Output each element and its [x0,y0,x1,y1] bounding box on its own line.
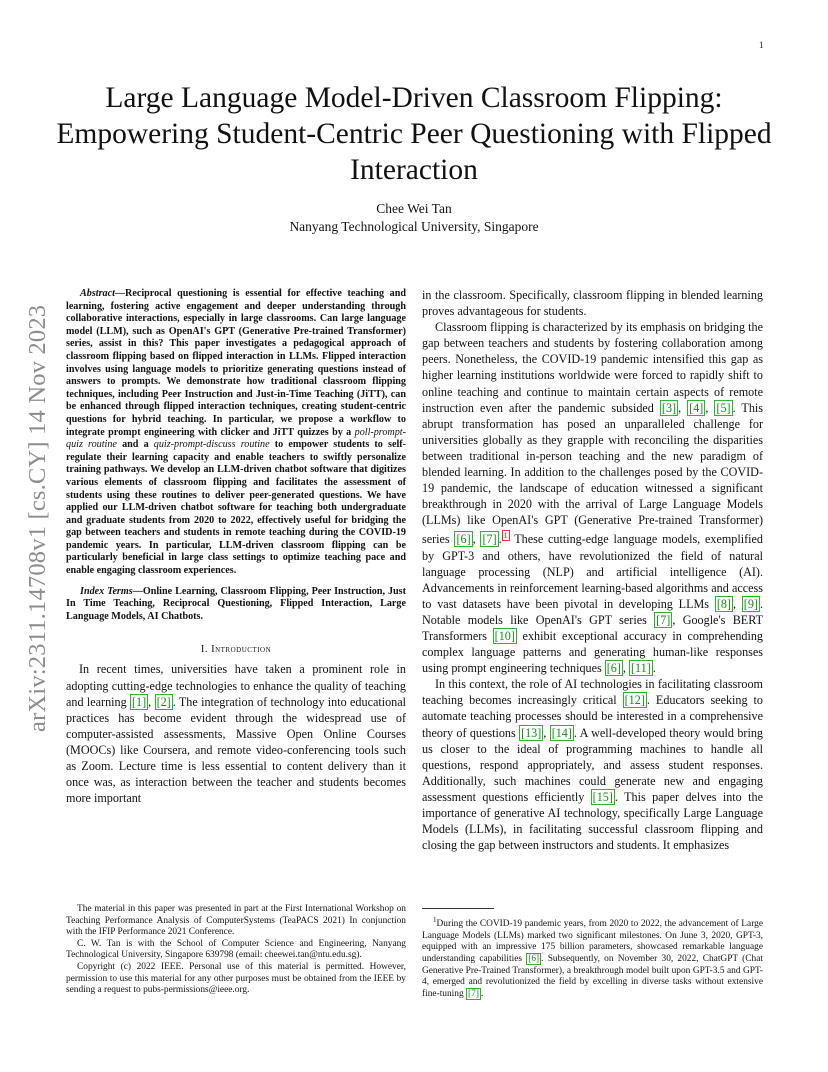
text-span: , Google's BERT Transformers [422,612,764,644]
intro-paragraph-1-continued: in the classroom. Specifically, classroom flipping in blended learning proves advantageous for students. [422,288,763,319]
text-span: , [705,400,715,415]
abstract [66,288,406,578]
citation-link[interactable]: [3] [661,400,677,415]
page-footnotes [422,915,763,1000]
footnote-presentation: The material in this paper was presented in part at the First International Workshop on Teaching Performance Analysis of ComputerSystems (TeaPACS 2021) In conjunction with the IFIP Performance 2021 Conference. [66,904,406,938]
text-span: . [480,988,484,999]
text-span: . This abrupt transformation has posed an unparalleled challenge for universities globally as they grapple with reconciling the disparities between traditional in-person teaching and the new paradigm of blended learning. In addition to the challenges posed by the COVID-19 pandemic, the landscape of education witnessed a significant breakthrough in 2020 with the arrival of Large Language Models (LLMs) like OpenAI's GPT (Generative Pre-trained Transformer) series [422,400,764,547]
citation-link[interactable]: [6] [528,953,540,964]
text-span: . The integration of technology into educational practices has become evident through the widespread use of computer-assisted assessments, Massive Open Online Courses (MOOCs) like Coursera, and remote video-conferencing tools such as Zoom. Lecture time is less essential to content delivery than it once was, as interaction between the teacher and students becomes more important [66,694,406,806]
citation-link[interactable]: [1] [132,694,147,709]
citation-link[interactable]: [8] [716,596,731,611]
index-terms [66,586,406,624]
citation-link[interactable]: [7] [656,612,671,627]
text-span: In recent times, universities have taken a prominent role in adopting cutting-edge technologies to enhance the quality of teaching and learning [66,662,406,709]
footnote-1 [422,915,763,1000]
citation-link[interactable]: [9] [743,596,758,611]
footnote-1-mark: 1 [433,916,437,924]
text-span: . Notable models like OpenAI's GPT series [422,596,763,627]
page-number: 1 [759,40,764,50]
text-span: . A well-developed theory would bring us closer to the ideal of programming machines to handle all questions, respond appropriately, and assess student responses. Additionally, such machines could generate new and engaging assessment questions efficiently [422,725,763,804]
index-terms-text: —Online Learning, Classroom Flipping, Peer Instruction, Just In Time Teaching, Reciprocal Questioning, Flipped Interaction, Large Language Models, AI Chatbots. [66,585,406,622]
text-span: Classroom flipping is characterized by its emphasis on bridging the gap between teachers and students by fostering collaboration among peers. Nonetheless, the COVID-19 pandemic intensified this gap as higher learning institutions worldwide were forced to rapidly shift to online teaching and continue to maintain certain aspects of remote instruction even after the pandemic subsided [422,320,763,415]
intro-paragraph-1 [66,661,406,806]
text-span: During the COVID-19 pandemic years, from 2020 to 2022, the advancement of Large Language Models (LLMs) marked two significant milestones. On June 3, 2020, GPT-3, equipped with an impressive 175 billion parameters, showcased remarkable language understanding capabilities [422,919,763,964]
citation-link[interactable]: [6] [456,532,471,547]
paper-title: Large Language Model-Driven Classroom Flipping: Empowering Student-Centric Peer Questioning with Flipped Interaction [56,82,772,186]
arxiv-identifier: arXiv:2311.14708v1 [cs.CY] 14 Nov 2023 [24,304,51,732]
citation-link[interactable]: [5] [716,400,731,415]
text-span: , [732,596,742,611]
text-span: These cutting-edge language models, exemplified by GPT-3 and others, have revolutionized the field of natural language processing (NLP) and artificial intelligence (AI). Advancements in reinforcement learning-based algorithms and access to vast datasets have been pivotal in developing LLMs [422,532,763,611]
footnote-author-info: C. W. Tan is with the School of Computer Science and Engineering, Nanyang Technological University, Singapore 639798 (email: cheewei.tan@ntu.edu.sg). [66,938,406,961]
text-span: . Subsequently, on November 30, 2022, ChatGPT (Chat Generative Pre-Trained Transformer), a breakthrough model built upon GPT-3.5 and GPT-4, emerged and revolutionized the field by excelling in diverse tasks without extensive fine-tuning [422,953,763,999]
citation-link[interactable]: [4] [689,400,704,415]
intro-paragraph-3 [422,676,763,853]
citation-link[interactable]: [2] [156,694,171,709]
text-span: . This paper delves into the importance of generative AI technology, specifically Large Language Models (LLMs), in facilitating successful classroom flipping and closing the gap between instructors and students. It emphasizes [422,789,763,853]
text-span: In this context, the role of AI technologies in facilitating classroom teaching becomes increasingly critical [422,677,763,708]
text-span: , [148,694,155,709]
citation-link[interactable]: [6] [606,661,621,676]
text-span: exhibit exceptional accuracy in comprehending complex language patterns and generating human-like responses using prompt engineering techniques [422,629,764,676]
citation-link[interactable]: [14] [551,725,572,740]
abstract-label: Abstract [80,288,115,299]
abstract-text-2: and a [116,439,154,451]
text-span: , [678,400,688,415]
text-span: , [622,661,629,676]
index-terms-label: Index Terms [80,585,133,597]
citation-link[interactable]: [7] [482,532,497,547]
citation-link[interactable]: [12] [624,693,645,708]
citation-link[interactable]: [15] [592,789,613,804]
right-column [422,287,763,853]
footnote-copyright: Copyright (c) 2022 IEEE. Personal use of this material is permitted. However, permission to use this material for any other purposes must be obtained from the IEEE by sending a request to pubs-permissions@ieee.org. [66,961,406,996]
abstract-routine-1: poll-prompt-quiz routine [66,426,406,451]
citation-link[interactable]: [13] [521,725,542,740]
section-heading-introduction: I. Introduction [200,644,272,656]
text-span: , [543,725,550,740]
text-span: . [498,532,502,547]
abstract-text-1: —Reciprocal questioning is essential for effective teaching and learning, fostering active engagement and deeper understanding through collaborative interactions, especially in large classrooms. Can large language model (LLM), such as OpenAI's GPT (Generative Pre-trained Transformer) series, assist in this? This paper investigates a pedagogical approach of classroom flipping based on flipped interaction in LLMs. Flipped interaction involves using language models to prioritize generating questions instead of answers to prompts. We demonstrate how traditional classroom flipping techniques, including Peer Instruction and Just-in-Time Teaching (JiTT), can be enhanced through flipped interaction techniques, creating student-centric questions for hybrid teaching. In particular, we propose a workflow to integrate prompt engineering with clicker and JiTT quizzes by a [66,288,406,438]
text-span: , [472,532,481,547]
citation-link[interactable]: [11] [630,661,651,676]
intro-paragraph-2 [422,319,763,676]
author-affiliation: Nanyang Technological University, Singapore [289,219,539,234]
abstract-text-3: to empower students to self-regulate their learning capacity and enable teachers to swiftly personalize training pathways. We develop an LLM-driven chatbot software that digitizes various elements of classroom flipping and facilitates the assessment of students using these routines to deliver peer-generated questions. We have applied our LLM-driven chatbot software for teaching both undergraduate and graduate students from 2020 to 2022, effectively useful for bridging the gap between teachers and students in remote teaching during the COVID-19 pandemic years. In particular, LLM-driven classroom flipping can be particularly beneficial in large class settings to optimize teaching pace and enable engaging classroom experiences. [66,439,407,577]
citation-link[interactable]: [7] [468,988,479,999]
text-span: . [652,661,656,676]
footnote-divider [422,908,494,909]
author-name: Chee Wei Tan [376,201,452,216]
left-column [66,288,406,806]
title-footnotes [66,904,406,997]
citation-link[interactable]: [10] [494,629,515,644]
abstract-routine-2: quiz-prompt-discuss routine [153,439,270,451]
text-span: . Educators seeking to automate teaching processes should be interested in a comprehensive theory of questions [422,693,763,740]
footnote-marker[interactable]: 1 [503,531,508,541]
